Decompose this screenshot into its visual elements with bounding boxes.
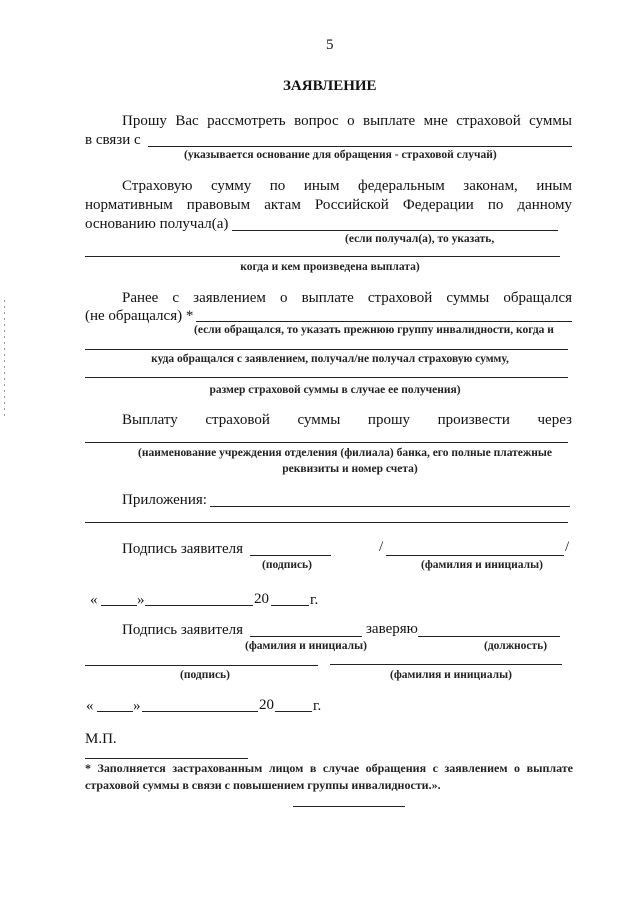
field-caption: (наименование учреждения отделения (филиала) банка, его полные платежные <box>138 447 552 459</box>
field-caption: размер страховой суммы в случае ее получения) <box>209 384 461 396</box>
field-caption: (указывается основание для обращения - страховой случай) <box>184 149 497 161</box>
end-divider <box>293 806 405 807</box>
attachments-field-2[interactable] <box>85 522 568 523</box>
field-caption: (если получал(а), то указать, <box>345 233 495 245</box>
field-caption: (если обращался, то указать прежнюю группу инвалидности, когда и <box>194 324 554 336</box>
certifier-name-field[interactable] <box>330 664 562 665</box>
field-label: основанию получал(а) <box>85 216 229 232</box>
month-field[interactable] <box>145 605 253 606</box>
year-field[interactable] <box>275 711 312 712</box>
date-open-quote: « <box>86 698 94 714</box>
year-suffix: г. <box>310 592 319 608</box>
field-caption: (должность) <box>484 640 548 652</box>
slash: / <box>565 539 570 555</box>
year-field[interactable] <box>271 605 309 606</box>
date-close-quote: » <box>133 698 141 714</box>
position-field[interactable] <box>418 636 560 637</box>
certify-label: заверяю <box>366 621 418 637</box>
paragraph-line: Выплату страховой суммы прошу произвести через <box>122 412 572 428</box>
year-suffix: г. <box>313 698 322 714</box>
field-label: в связи с <box>85 132 141 148</box>
field-label: (не обращался) * <box>85 308 194 324</box>
field-caption: (фамилия и инициалы) <box>245 640 367 652</box>
certifier-signature-field[interactable] <box>85 665 318 666</box>
date-close-quote: » <box>137 592 145 608</box>
field-caption: куда обращался с заявлением, получал/не получал страховую сумму, <box>151 353 509 365</box>
field-caption: реквизиты и номер счета) <box>282 463 418 475</box>
name-field[interactable] <box>386 555 564 556</box>
paragraph-line: Прошу Вас рассмотреть вопрос о выплате мне страховой суммы <box>122 113 572 129</box>
field-caption: (фамилия и инициалы) <box>390 669 512 681</box>
year-prefix: 20 <box>259 697 274 713</box>
stamp-label: М.П. <box>85 731 117 747</box>
field-caption: (фамилия и инициалы) <box>421 559 543 571</box>
page-title: ЗАЯВЛЕНИЕ <box>283 78 377 94</box>
attachments-field[interactable] <box>210 506 570 507</box>
name-field[interactable] <box>250 636 362 637</box>
paragraph-line: нормативным правовым актам Российской Федерации по данному <box>85 197 572 213</box>
day-field[interactable] <box>97 711 133 712</box>
bank-details-field[interactable] <box>85 442 568 443</box>
previous-application-field[interactable] <box>196 321 572 322</box>
paragraph-line: Страховую сумму по иным федеральным законам, иным <box>122 178 572 194</box>
day-field[interactable] <box>101 605 137 606</box>
attachments-label: Приложения: <box>122 492 207 508</box>
scan-edge <box>4 300 5 420</box>
year-prefix: 20 <box>254 591 269 607</box>
signature-label: Подпись заявителя <box>122 622 244 638</box>
month-field[interactable] <box>142 711 258 712</box>
field-caption: (подпись) <box>180 669 230 681</box>
received-details-field[interactable] <box>85 256 560 257</box>
field-caption: когда и кем произведена выплата) <box>240 261 420 273</box>
date-open-quote: « <box>90 592 98 608</box>
previous-application-field-3[interactable] <box>85 377 568 378</box>
page-number: 5 <box>326 37 334 53</box>
field-caption: (подпись) <box>262 559 312 571</box>
slash: / <box>379 539 384 555</box>
reason-field[interactable] <box>148 146 572 147</box>
previous-application-field-2[interactable] <box>85 349 568 350</box>
signature-field[interactable] <box>250 555 331 556</box>
footnote-divider <box>85 758 248 759</box>
signature-label: Подпись заявителя <box>122 541 244 557</box>
footnote: * Заполняется застрахованным лицом в случае обращения с заявлением о выплате страховой суммы в связи с повышением группы инвалидности.». <box>85 761 573 792</box>
received-field[interactable] <box>232 230 558 231</box>
paragraph-line: Ранее с заявлением о выплате страховой суммы обращался <box>122 290 572 306</box>
